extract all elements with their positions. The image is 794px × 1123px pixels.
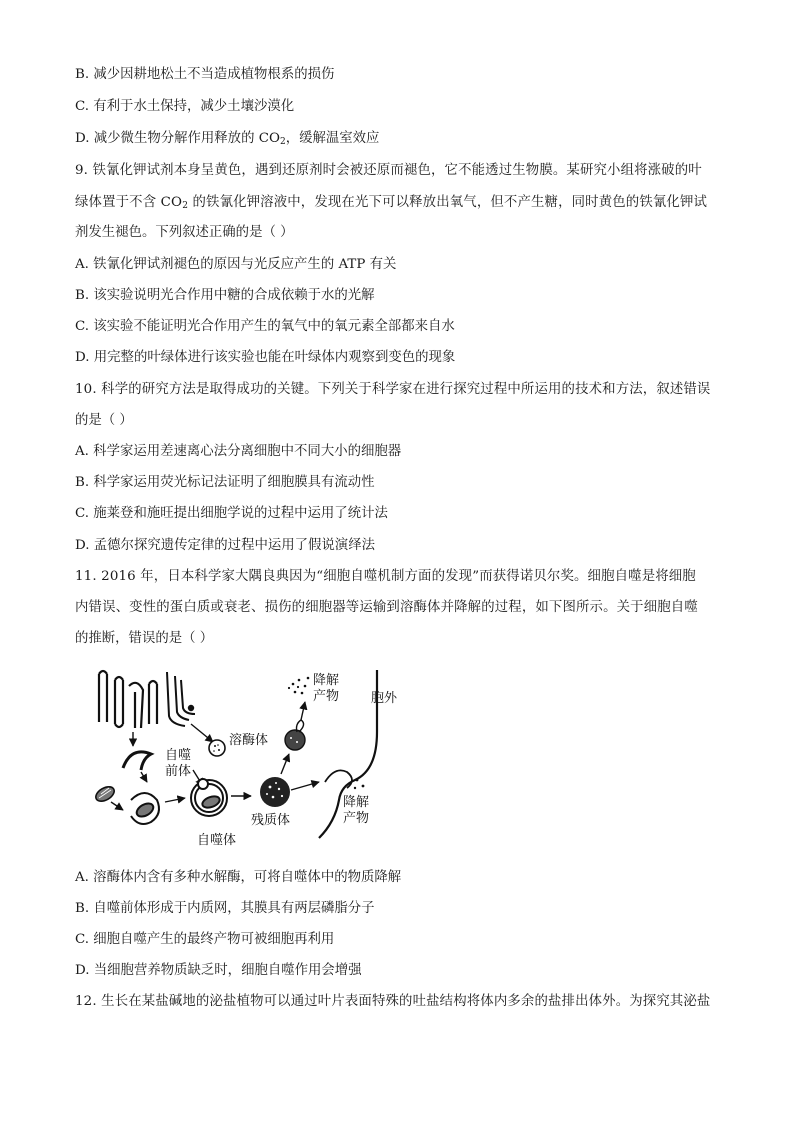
label-pre-autophagosome-2: 前体	[165, 764, 192, 779]
label-degradation-products-bottom-2: 产物	[343, 811, 370, 826]
arrow-to-autophagosome-2	[165, 798, 185, 802]
golgi-shape	[167, 672, 195, 726]
label-outside-cell: 胞外	[371, 691, 398, 706]
option-9c: C. 该实验不能证明光合作用产生的氧气中的氧元素全部都来自水	[75, 319, 455, 334]
option-11d: D. 当细胞营养物质缺乏时，细胞自噬作用会增强	[75, 963, 362, 978]
option-8d	[75, 130, 379, 148]
degrading-vesicle-shape	[285, 720, 305, 750]
label-degradation-products-bottom-1: 降解	[343, 795, 370, 810]
option-9b: B. 该实验说明光合作用中糖的合成依赖于水的光解	[75, 288, 375, 303]
degradation-products-dots	[288, 677, 309, 695]
arrow-to-products-top	[301, 702, 305, 720]
label-lysosome: 溶酶体	[229, 733, 269, 748]
question-9-line-2-tail: 的铁氰化钾溶液中，发现在光下可以释放出氧气，但不产生糖，同时黄色的铁氰化钾试	[188, 195, 708, 210]
autophagy-diagram	[85, 662, 415, 852]
mitochondrion-shape	[93, 784, 116, 804]
option-8d-text: D. 减少微生物分解作用释放的 CO	[75, 131, 280, 146]
question-11-line-3: 的推断，错误的是（ ）	[75, 631, 214, 646]
autophagosome-shape	[191, 779, 227, 816]
arrow-golgi-lysosome	[191, 724, 213, 742]
label-autophagosome: 自噬体	[197, 833, 237, 848]
label-residual-body: 残质体	[251, 813, 291, 828]
co2-subscript: 2	[279, 137, 286, 147]
arrow-to-membrane	[291, 782, 319, 790]
question-9-line-1: 9. 铁氰化钾试剂本身呈黄色，遇到还原剂时会被还原而褪色，它不能透过生物膜。某研究小组将涨破的叶	[75, 163, 702, 178]
option-11b: B. 自噬前体形成于内质网，其膜具有两层磷脂分子	[75, 901, 375, 916]
question-9-line-2	[75, 194, 707, 212]
label-degradation-products-top-1: 降解	[313, 673, 340, 688]
option-9d: D. 用完整的叶绿体进行该实验也能在叶绿体内观察到变色的现象	[75, 350, 456, 365]
lysosome-shape	[209, 740, 225, 756]
question-9-line-3: 剂发生褪色。下列叙述正确的是（ ）	[75, 225, 294, 240]
residual-body-shape	[260, 777, 290, 807]
question-11-line-2: 内错误、变性的蛋白质或衰老、损伤的细胞器等运输到溶酶体并降解的过程，如下图所示。关于细胞自噬	[75, 600, 698, 615]
question-12-line-1: 12. 生长在某盐碱地的泌盐植物可以通过叶片表面特殊的吐盐结构将体内多余的盐排出体外。为探究其泌盐	[75, 994, 711, 1009]
option-8c: C. 有利于水土保持，减少土壤沙漠化	[75, 99, 295, 114]
arrow-residual-up	[281, 754, 289, 774]
question-11-line-1: 11. 2016 年，日本科学家大隅良典因为“细胞自噬机制方面的发现”而获得诺贝尔奖。细胞自噬是将细胞	[75, 569, 696, 584]
option-11c: C. 细胞自噬产生的最终产物可被细胞再利用	[75, 932, 335, 947]
label-degradation-products-top-2: 产物	[313, 689, 340, 704]
option-10c: C. 施莱登和施旺提出细胞学说的过程中运用了统计法	[75, 506, 388, 521]
question-10-line-2: 的是（ ）	[75, 413, 133, 428]
label-pre-autophagosome-1: 自噬	[165, 748, 192, 763]
option-10a: A. 科学家运用差速离心法分离细胞中不同大小的细胞器	[75, 444, 402, 459]
option-11a: A. 溶酶体内含有多种水解酶，可将自噬体中的物质降解	[75, 870, 402, 885]
option-10b: B. 科学家运用荧光标记法证明了细胞膜具有流动性	[75, 475, 375, 490]
co2-subscript: 2	[182, 201, 189, 211]
option-10d: D. 孟德尔探究遗传定律的过程中运用了假说演绎法	[75, 538, 375, 553]
option-9a: A. 铁氰化钾试剂褪色的原因与光反应产生的 ATP 有关	[75, 257, 397, 272]
arrow-pre-down	[141, 772, 147, 782]
engulfing-mitochondrion-shape	[131, 793, 159, 824]
question-9-line-2-text: 绿体置于不含 CO	[75, 195, 183, 210]
option-8b: B. 减少因耕地松土不当造成植物根系的损伤	[75, 67, 335, 82]
arrow-mito	[111, 802, 123, 810]
option-8d-tail: ，缓解温室效应	[285, 131, 380, 146]
endoplasmic-reticulum-shape	[99, 671, 157, 728]
pre-autophagosome-shape	[123, 752, 151, 770]
question-10-line-1: 10. 科学的研究方法是取得成功的关键。下列关于科学家在进行探究过程中所运用的技术和方法，叙述错误	[75, 382, 711, 397]
